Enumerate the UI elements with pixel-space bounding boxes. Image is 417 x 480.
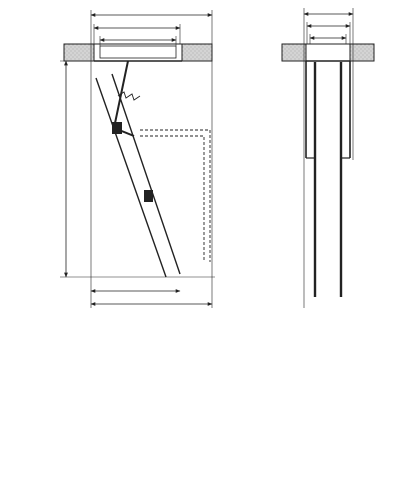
ceiling-left (64, 44, 94, 61)
ceiling-right (182, 44, 212, 61)
ladder-rail-right (112, 74, 180, 274)
hatch-box (94, 44, 182, 61)
ladder-rail-left (96, 78, 166, 277)
front-view (282, 8, 374, 308)
side-view (60, 10, 215, 308)
